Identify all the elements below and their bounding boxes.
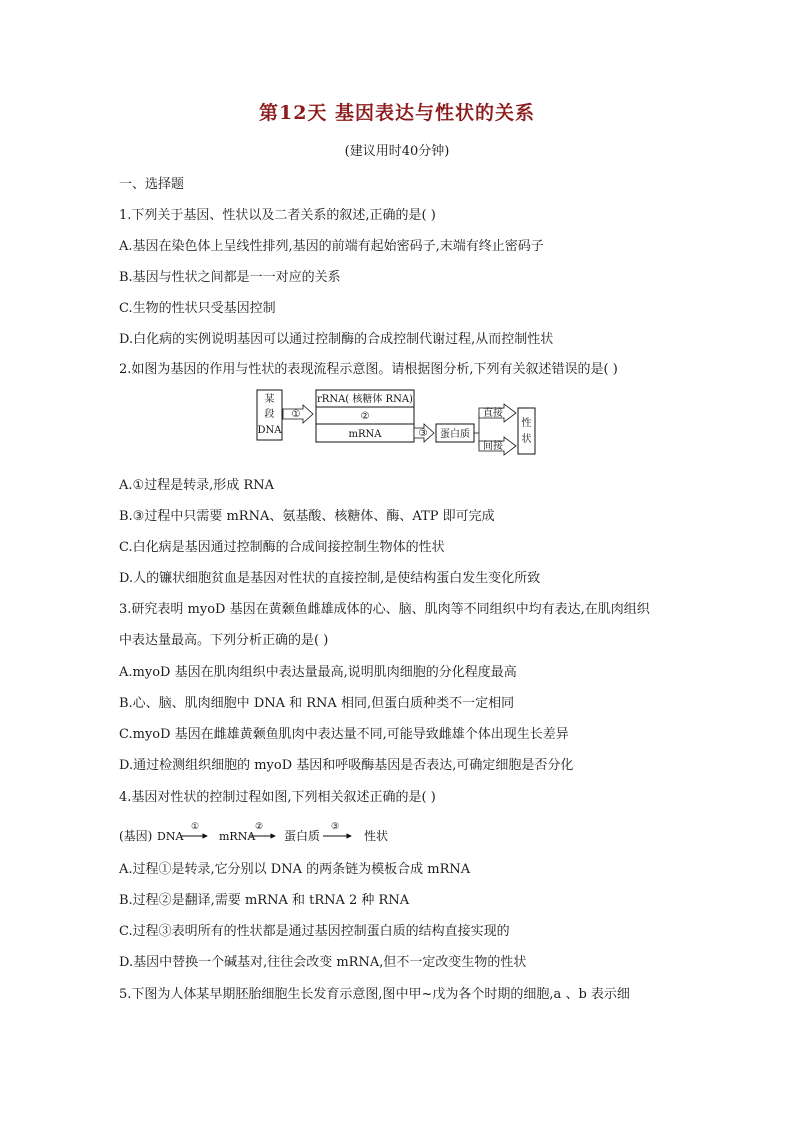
protein-label: 蛋白质 [440,429,470,440]
question-3-option-d: D.通过检测组织细胞的 myoD 基因和呼吸酶基因是否表达,可确定细胞是否分化 [119,758,574,773]
gene-expression-flow-diagram [256,386,546,456]
question-4-option-b: B.过程②是翻译,需要 mRNA 和 tRNA 2 种 RNA [119,893,410,908]
gene-control-chain [119,818,419,848]
chain-protein-label: 蛋白质 [284,829,321,843]
question-2-option-d: D.人的镰状细胞贫血是基因对性状的直接控制,是使结构蛋白发生变化所致 [119,571,541,586]
chain-step2-label: ② [255,822,264,832]
chain-trait-label: 性状 [364,829,389,843]
chain-step1-label: ① [191,822,200,832]
dna-label-2: 段 [264,409,275,420]
suggested-time: (建议用时40分钟) [344,144,450,159]
question-4-option-d: D.基因中替换一个碱基对,往往会改变 mRNA,但不一定改变生物的性状 [119,955,527,970]
step2-label: ② [360,411,370,422]
indirect-label: 间接 [483,441,503,452]
question-2-option-a: A.①过程是转录,形成 RNA [119,478,274,493]
dna-label-3: DNA [257,425,282,436]
question-3-option-b: B.心、脑、肌肉细胞中 DNA 和 RNA 相同,但蛋白质种类不一定相同 [119,696,515,711]
dna-label-1: 某 [264,394,275,405]
mrna-label: mRNA [348,429,382,440]
question-1-option-c: C.生物的性状只受基因控制 [119,301,276,316]
chain-mrna-label: mRNA [219,830,256,843]
trait-label-2: 状 [521,434,532,445]
page-title: 第12天 基因表达与性状的关系 [258,102,536,124]
question-2-option-b: B.③过程中只需要 mRNA、氨基酸、核糖体、酶、ATP 即可完成 [119,509,495,524]
question-2-option-c: C.白化病是基因通过控制酶的合成间接控制生物体的性状 [119,540,445,555]
chain-dna-label: DNA [157,830,184,843]
question-3-option-c: C.myoD 基因在雌雄黄颡鱼肌肉中表达量不同,可能导致雌雄个体出现生长差异 [119,727,569,742]
question-5-stem: 5.下图为人体某早期胚胎细胞生长发育示意图,图中甲~戊为各个时期的细胞,a 、b 表示细 [119,987,630,1002]
question-1-option-d: D.白化病的实例说明基因可以通过控制酶的合成控制代谢过程,从而控制性状 [119,332,554,347]
question-1-stem: 1.下列关于基因、性状以及二者关系的叙述,正确的是( ) [119,208,436,223]
question-4-stem: 4.基因对性状的控制过程如图,下列相关叙述正确的是( ) [119,790,436,805]
trait-label-1: 性 [521,418,532,429]
question-1-option-b: B.基因与性状之间都是一一对应的关系 [119,270,341,285]
question-3-stem-line-1: 3.研究表明 myoD 基因在黄颡鱼雌雄成体的心、脑、肌肉等不同组织中均有表达,在肌肉组织 [119,602,650,617]
question-3-option-a: A.myoD 基因在肌肉组织中表达量最高,说明肌肉细胞的分化程度最高 [119,665,517,680]
chain-gene-label: (基因) [119,829,153,843]
question-1-option-a: A.基因在染色体上呈线性排列,基因的前端有起始密码子,末端有终止密码子 [119,239,544,254]
question-3-stem-line-2: 中表达量最高。下列分析正确的是( ) [119,633,329,648]
direct-label: 直接 [483,408,503,419]
rrna-label: rRNA( 核糖体 RNA) [317,394,413,405]
section-heading: 一、选择题 [119,177,185,192]
trait-box [518,408,535,454]
question-2-stem: 2.如图为基因的作用与性状的表现流程示意图。请根据图分析,下列有关叙述错误的是( ) [119,362,618,377]
chain-step3-label: ③ [331,822,340,832]
question-4-option-a: A.过程①是转录,它分别以 DNA 的两条链为模板合成 mRNA [119,862,471,877]
step1-label: ① [291,409,301,420]
question-4-option-c: C.过程③表明所有的性状都是通过基因控制蛋白质的结构直接实现的 [119,924,510,939]
step3-label: ③ [418,428,428,439]
